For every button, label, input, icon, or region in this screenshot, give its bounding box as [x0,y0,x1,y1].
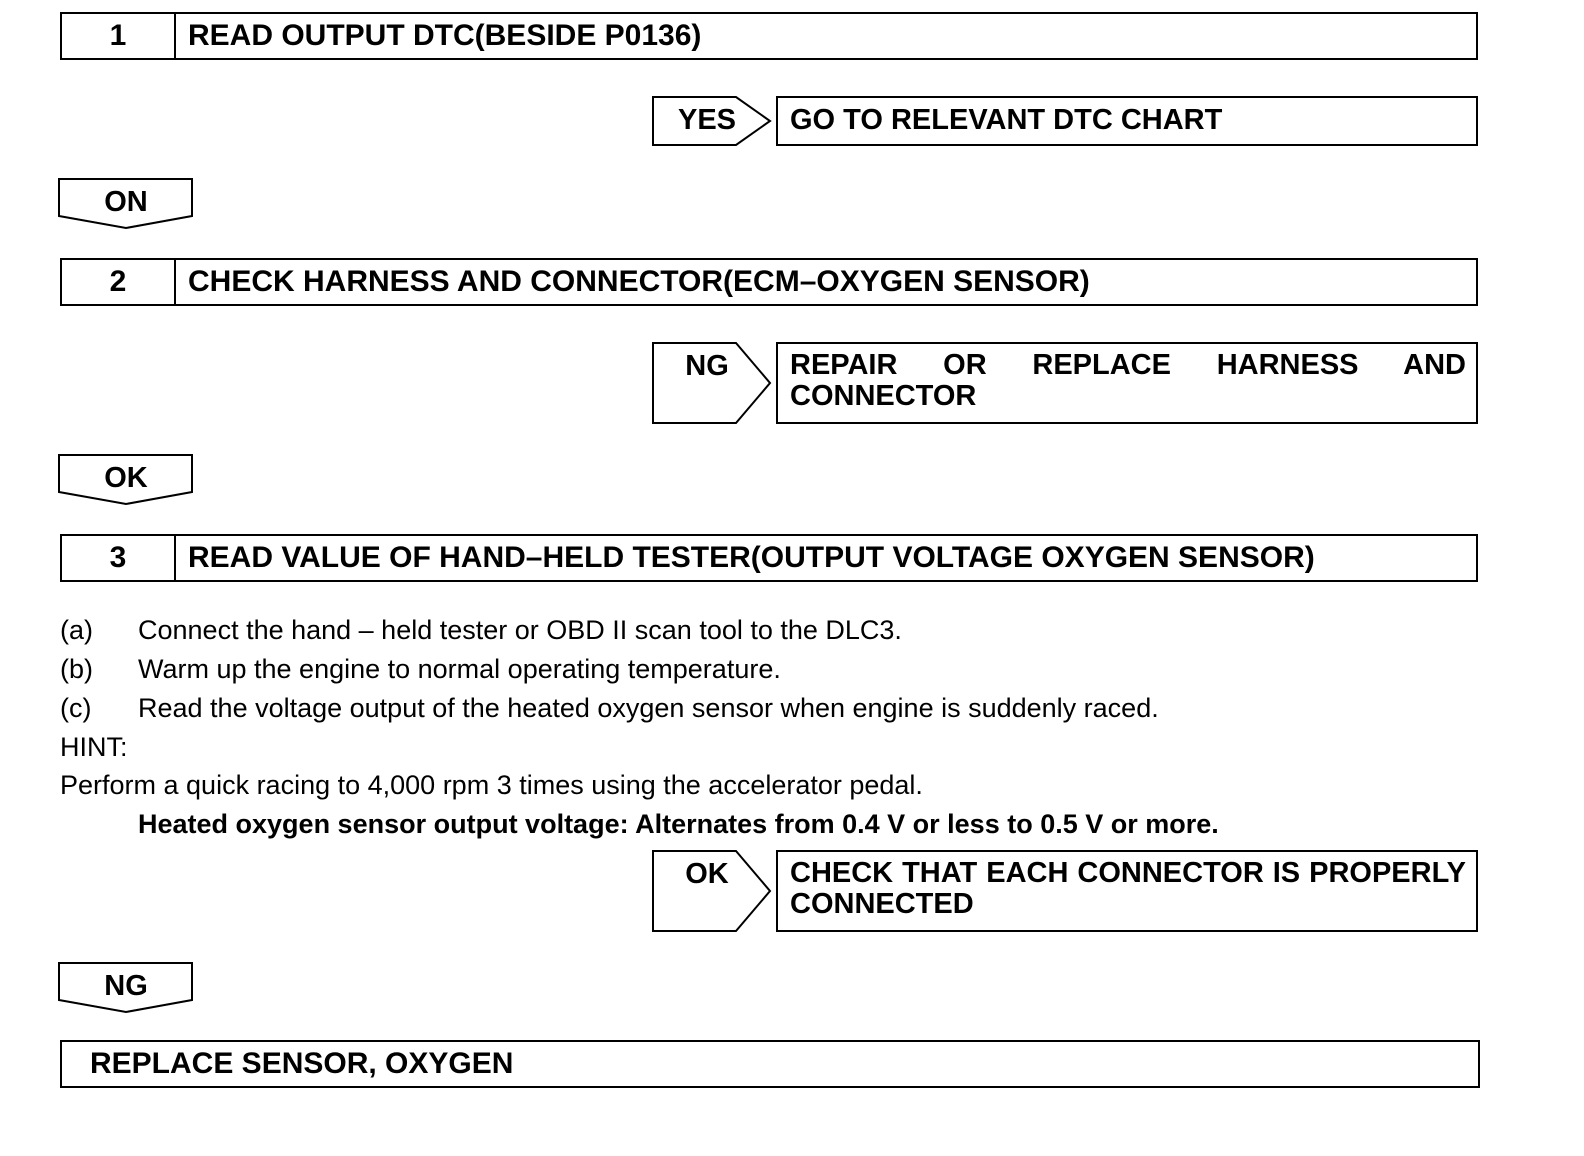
hint-text: Perform a quick racing to 4,000 rpm 3 times using the accelerator pedal. [60,770,923,800]
ng-arrow-tag [652,342,774,424]
yes-result-box: GO TO RELEVANT DTC CHART [776,96,1478,146]
final-action-text: REPLACE SENSOR, OXYGEN [90,1047,514,1080]
spec-text: Heated oxygen sensor output voltage: Alternates from 0.4 V or less to 0.5 V or more. [138,809,1219,839]
step-1-box [60,12,1478,60]
instruction-c-text: Read the voltage output of the heated oxygen sensor when engine is suddenly raced. [138,693,1159,723]
instruction-a [60,611,902,649]
instruction-c-mark: (c) [60,693,92,723]
ng-flow-tag-label: NG [104,970,148,1002]
ng-branch [652,342,1478,424]
instruction-a-mark: (a) [60,615,93,645]
step-2-box [60,258,1478,306]
yes-arrow-tag [652,96,774,146]
ng-result-box: REPAIR OR REPLACE HARNESS AND CONNECTOR [776,342,1478,424]
step-1-number: 1 [62,14,176,58]
step-2-title: CHECK HARNESS AND CONNECTOR(ECM–OXYGEN SENSOR) [188,265,1090,298]
instruction-b-mark: (b) [60,654,93,684]
on-flow-tag [58,178,194,230]
yes-branch [652,96,1478,146]
instruction-b [60,650,781,688]
ok-branch [652,850,1478,932]
instruction-a-text: Connect the hand – held tester or OBD II scan tool to the DLC3. [138,615,902,645]
ok-arrow-tag [652,850,774,932]
step-2-number: 2 [62,260,176,304]
instruction-c [60,689,1159,727]
step-1-title: READ OUTPUT DTC(BESIDE P0136) [188,19,702,52]
instruction-b-text: Warm up the engine to normal operating temperature. [138,654,781,684]
yes-tag-label: YES [677,104,737,136]
step-3-title: READ VALUE OF HAND–HELD TESTER(OUTPUT VOLTAGE OXYGEN SENSOR) [188,541,1315,574]
step-3-number: 3 [62,536,176,580]
ok-tag-label-branch: OK [685,858,729,890]
ng-tag-label: NG [685,350,729,382]
ok-flow-tag [58,454,194,506]
final-action-box [60,1040,1480,1088]
ok-result-box: CHECK THAT EACH CONNECTOR IS PROPERLY CONNECTED [776,850,1478,932]
on-tag-label: ON [104,186,148,218]
hint-label: HINT: [60,732,128,762]
ok-tag-label: OK [104,462,148,494]
ng-flow-tag [58,962,194,1014]
step-3-box [60,534,1478,582]
